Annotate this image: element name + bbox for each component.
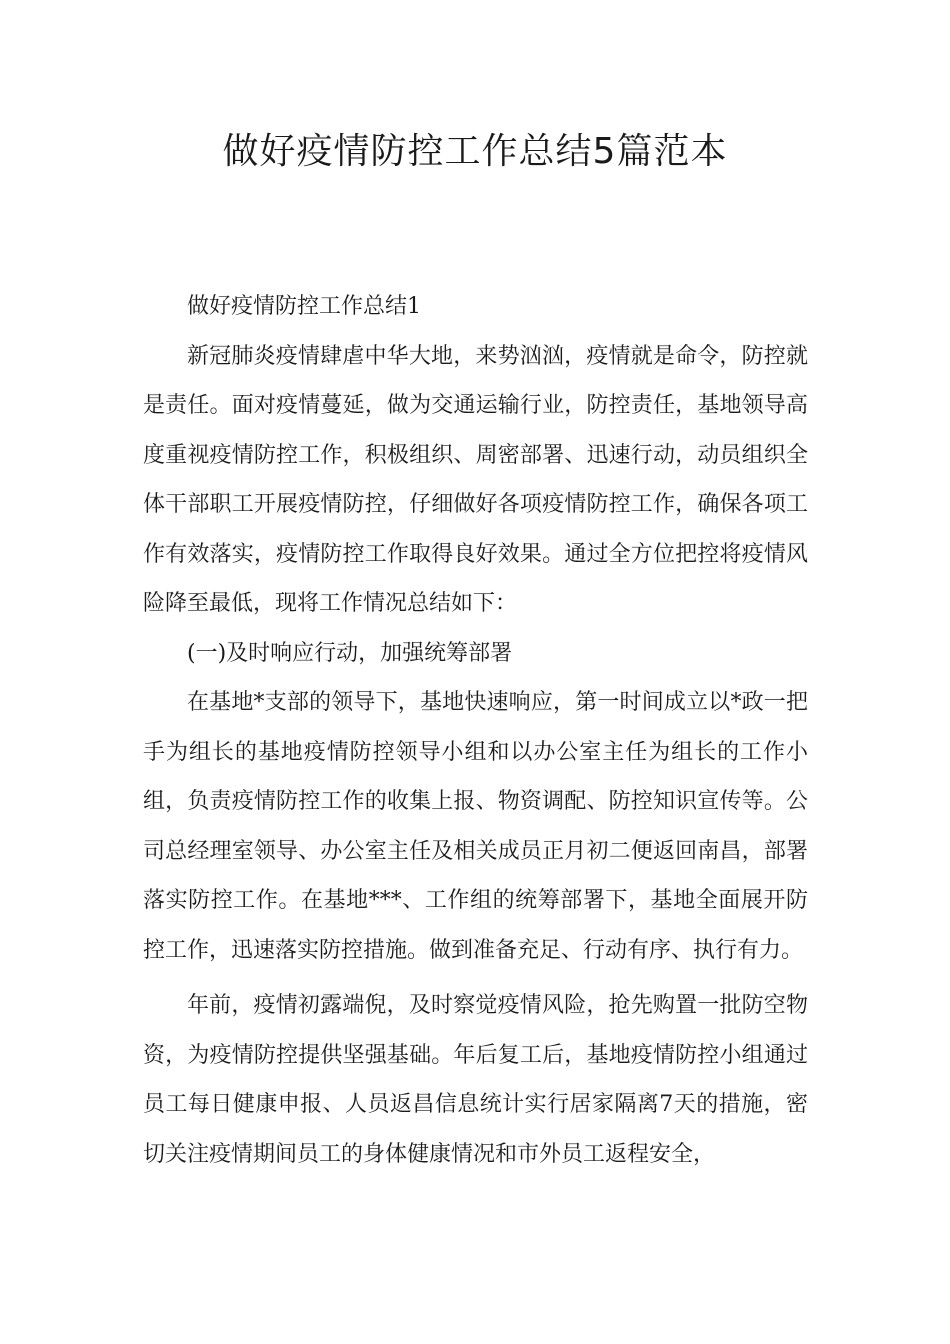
paragraph-deployment: 在基地*支部的领导下，基地快速响应，第一时间成立以*政一把手为组长的基地疫情防控领导小组和以办公室主任为组长的工作小组，负责疫情防控工作的收集上报、物资调配、防控知识宣传等。公司总经理室领导、办公室主任及相关成员正月初二便返回南昌，部署落实防控工作。在基地***、工作组的统筹部署下，基地全面展开防控工作，迅速落实防控措施。做到准备充足、行动有序、执行有力。 <box>143 690 808 963</box>
paragraph-preparation: 年前，疫情初露端倪，及时察觉疫情风险，抢先购置一批防空物资，为疫情防控提供坚强基础。年后复工后，基地疫情防控小组通过员工每日健康申报、人员返昌信息统计实行居家隔离7天的措施，密切关注疫情期间员工的身体健康情况和市外员工返程安全， <box>143 993 808 1167</box>
document-title: 做好疫情防控工作总结5篇范本 <box>222 131 728 172</box>
section-heading: 做好疫情防控工作总结1 <box>187 294 421 319</box>
subheading-response: (一)及时响应行动，加强统筹部署 <box>187 640 513 666</box>
paragraph-intro: 新冠肺炎疫情肆虐中华大地，来势汹汹，疫情就是命令，防控就是责任。面对疫情蔓延，做为交通运输行业，防控责任，基地领导高度重视疫情防控工作，积极组织、周密部署、迅速行动，动员组织全体干部职工开展疫情防控，仔细做好各项疫情防控工作，确保各项工作有效落实，疫情防控工作取得良好效果。通过全方位把控将疫情风险降至最低，现将工作情况总结如下： <box>143 343 808 616</box>
document-body <box>143 282 808 1179</box>
